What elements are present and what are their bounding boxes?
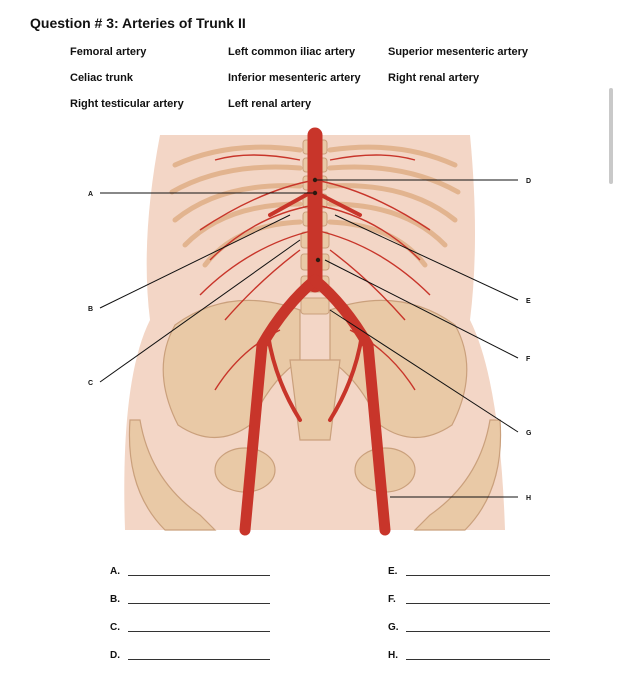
answer-label-b: B.	[110, 594, 120, 605]
diagram-label-c: C	[88, 380, 94, 387]
diagram-label-h: H	[526, 495, 532, 502]
question-title: Question # 3: Arteries of Trunk II	[30, 15, 246, 31]
answer-label-c: C.	[110, 622, 120, 633]
word-bank-item-right-testicular: Right testicular artery	[70, 98, 184, 110]
answer-blank-f[interactable]	[406, 603, 550, 604]
word-bank-item-superior-mesenteric: Superior mesenteric artery	[388, 46, 529, 58]
answer-label-h: H.	[388, 650, 398, 661]
answer-blank-d[interactable]	[128, 659, 270, 660]
diagram-label-d: D	[526, 178, 532, 185]
word-bank-item-left-renal: Left renal artery	[228, 98, 312, 110]
answer-blank-g[interactable]	[406, 631, 550, 632]
word-bank-item-right-renal: Right renal artery	[388, 72, 480, 84]
answer-blank-h[interactable]	[406, 659, 550, 660]
answer-blank-e[interactable]	[406, 575, 550, 576]
diagram-label-b: B	[88, 306, 94, 313]
diagram-label-a: A	[88, 191, 94, 198]
answer-blank-a[interactable]	[128, 575, 270, 576]
answer-blank-b[interactable]	[128, 603, 270, 604]
answer-label-a: A.	[110, 566, 120, 577]
diagram-label-f: F	[526, 356, 531, 363]
diagram-label-g: G	[526, 430, 532, 437]
answer-label-e: E.	[388, 566, 398, 577]
diagram-label-e: E	[526, 298, 531, 305]
word-bank-item-femoral: Femoral artery	[70, 46, 147, 58]
word-bank-item-inferior-mesenteric: Inferior mesenteric artery	[228, 72, 361, 84]
word-bank-item-left-common-iliac: Left common iliac artery	[228, 46, 356, 58]
answer-blank-c[interactable]	[128, 631, 270, 632]
word-bank-item-celiac-trunk: Celiac trunk	[70, 72, 133, 84]
arteries-diagram	[0, 120, 620, 540]
answer-label-g: G.	[388, 622, 399, 633]
answer-label-d: D.	[110, 650, 120, 661]
answer-label-f: F.	[388, 594, 396, 605]
